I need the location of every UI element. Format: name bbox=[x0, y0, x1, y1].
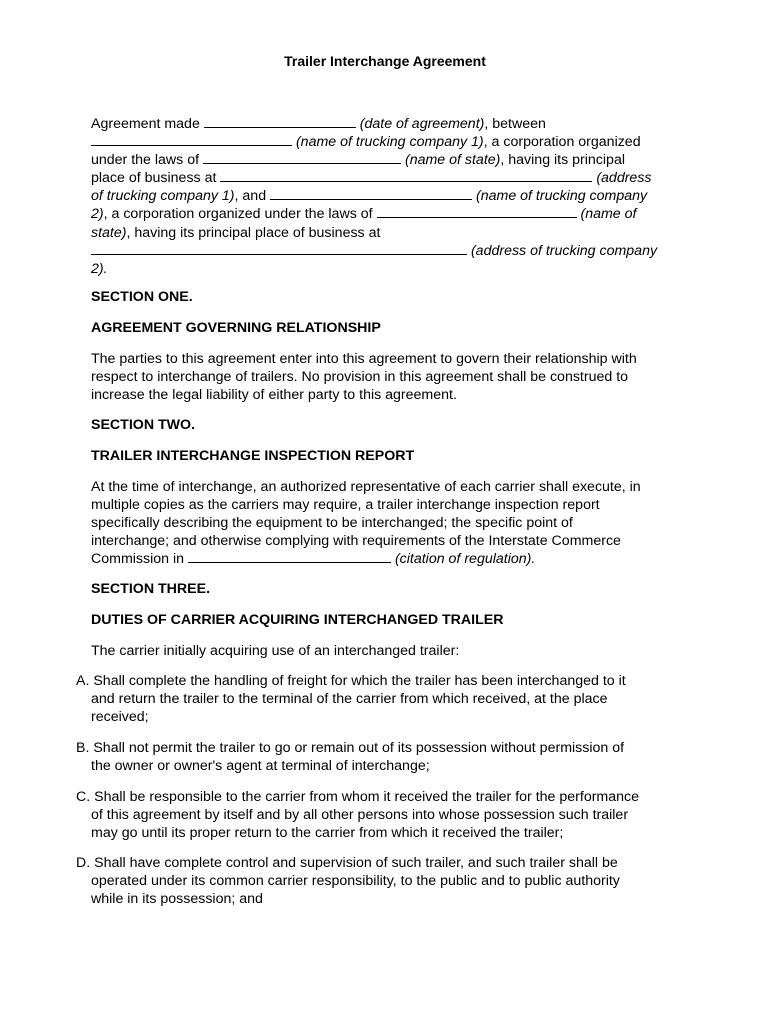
list-item-line: of this agreement by itself and by all other persons into whose possession such trailer bbox=[91, 807, 629, 824]
list-item-line: B. Shall not permit the trailer to go or remain out of its possession without permission of bbox=[76, 740, 625, 756]
section-three-heading: DUTIES OF CARRIER ACQUIRING INTERCHANGED TRAILER bbox=[91, 612, 504, 628]
intro-paragraph bbox=[91, 115, 675, 278]
body-line: increase the legal liability of either party to this agreement. bbox=[91, 387, 457, 404]
intro-text: , a corporation organized bbox=[483, 134, 641, 151]
intro-text: under the laws of bbox=[91, 152, 200, 169]
body-hint: (citation of regulation). bbox=[394, 551, 536, 568]
body-line: At the time of interchange, an authorized representative of each carrier shall execute, in bbox=[91, 479, 641, 495]
intro-text: Agreement made bbox=[91, 116, 200, 132]
company1-name-blank[interactable] bbox=[91, 133, 292, 146]
intro-text: , and bbox=[234, 188, 267, 205]
intro-hint: (name of state) bbox=[404, 152, 501, 169]
section-two-number: SECTION TWO. bbox=[91, 417, 196, 433]
document-title: Trailer Interchange Agreement bbox=[284, 53, 486, 69]
intro-text: , having its principal bbox=[500, 152, 625, 169]
list-item-c bbox=[76, 788, 676, 842]
list-item-line: and return the trailer to the terminal of the carrier from which received, at the place bbox=[91, 691, 608, 708]
section-one-number: SECTION ONE. bbox=[91, 289, 193, 305]
company2-name-blank[interactable] bbox=[270, 187, 472, 200]
section-two-heading: TRAILER INTERCHANGE INSPECTION REPORT bbox=[91, 448, 415, 464]
list-item-line: A. Shall complete the handling of freight for which the trailer has been interchanged to it bbox=[76, 673, 626, 689]
regulation-citation-blank[interactable] bbox=[188, 550, 391, 563]
state1-blank[interactable] bbox=[203, 151, 401, 164]
intro-hint: (address bbox=[596, 170, 652, 187]
section-two-body bbox=[91, 478, 675, 568]
intro-text: , having its principal place of business at bbox=[126, 224, 381, 241]
list-item-line: may go until its proper return to the carrier from which it received the trailer; bbox=[91, 825, 564, 842]
body-line: interchange; and otherwise complying with requirements of the Interstate Commerce bbox=[91, 533, 621, 550]
address2-blank[interactable] bbox=[91, 242, 467, 255]
body-line: specifically describing the equipment to be interchanged; the specific point of bbox=[91, 515, 573, 532]
section-three-number: SECTION THREE. bbox=[91, 581, 211, 597]
intro-hint: of trucking company 1) bbox=[91, 188, 235, 205]
intro-text: , a corporation organized under the laws of bbox=[103, 206, 373, 223]
section-one-body bbox=[91, 350, 675, 404]
intro-hint: (name of bbox=[580, 206, 637, 223]
date-blank[interactable] bbox=[204, 115, 356, 128]
list-item-d bbox=[76, 854, 676, 908]
intro-hint: (address of trucking company bbox=[470, 242, 658, 259]
list-item-line: operated under its common carrier responsibility, to the public and to public authority bbox=[91, 873, 620, 890]
section-three-lead: The carrier initially acquiring use of an interchanged trailer: bbox=[91, 643, 460, 659]
list-item-line: while in its possession; and bbox=[91, 891, 263, 908]
intro-hint: (name of trucking company 1) bbox=[295, 134, 484, 151]
body-text: Commission in bbox=[91, 551, 185, 568]
body-line: multiple copies as the carriers may require, a trailer interchange inspection report bbox=[91, 497, 600, 514]
intro-text: , between bbox=[484, 116, 546, 132]
body-line: The parties to this agreement enter into this agreement to govern their relationship with bbox=[91, 351, 637, 367]
intro-hint: (name of trucking company bbox=[476, 188, 648, 205]
list-item-line: C. Shall be responsible to the carrier from whom it received the trailer for the performance bbox=[76, 789, 640, 805]
list-item-line: the owner or owner's agent at terminal of interchange; bbox=[91, 758, 430, 775]
intro-hint: state) bbox=[91, 224, 127, 241]
address1-blank[interactable] bbox=[220, 169, 592, 182]
list-item-line: D. Shall have complete control and supervision of such trailer, and such trailer shall be bbox=[76, 855, 618, 871]
section-one-heading: AGREEMENT GOVERNING RELATIONSHIP bbox=[91, 320, 381, 336]
list-item-line: received; bbox=[91, 709, 149, 726]
intro-hint: 2). bbox=[91, 260, 108, 277]
body-line: respect to interchange of trailers. No provision in this agreement shall be construed to bbox=[91, 369, 629, 386]
state2-blank[interactable] bbox=[377, 205, 577, 218]
intro-hint: (date of agreement) bbox=[359, 116, 485, 132]
intro-text: place of business at bbox=[91, 170, 217, 187]
list-item-b bbox=[76, 739, 676, 775]
intro-hint: 2) bbox=[91, 206, 104, 223]
list-item-a bbox=[76, 672, 676, 726]
